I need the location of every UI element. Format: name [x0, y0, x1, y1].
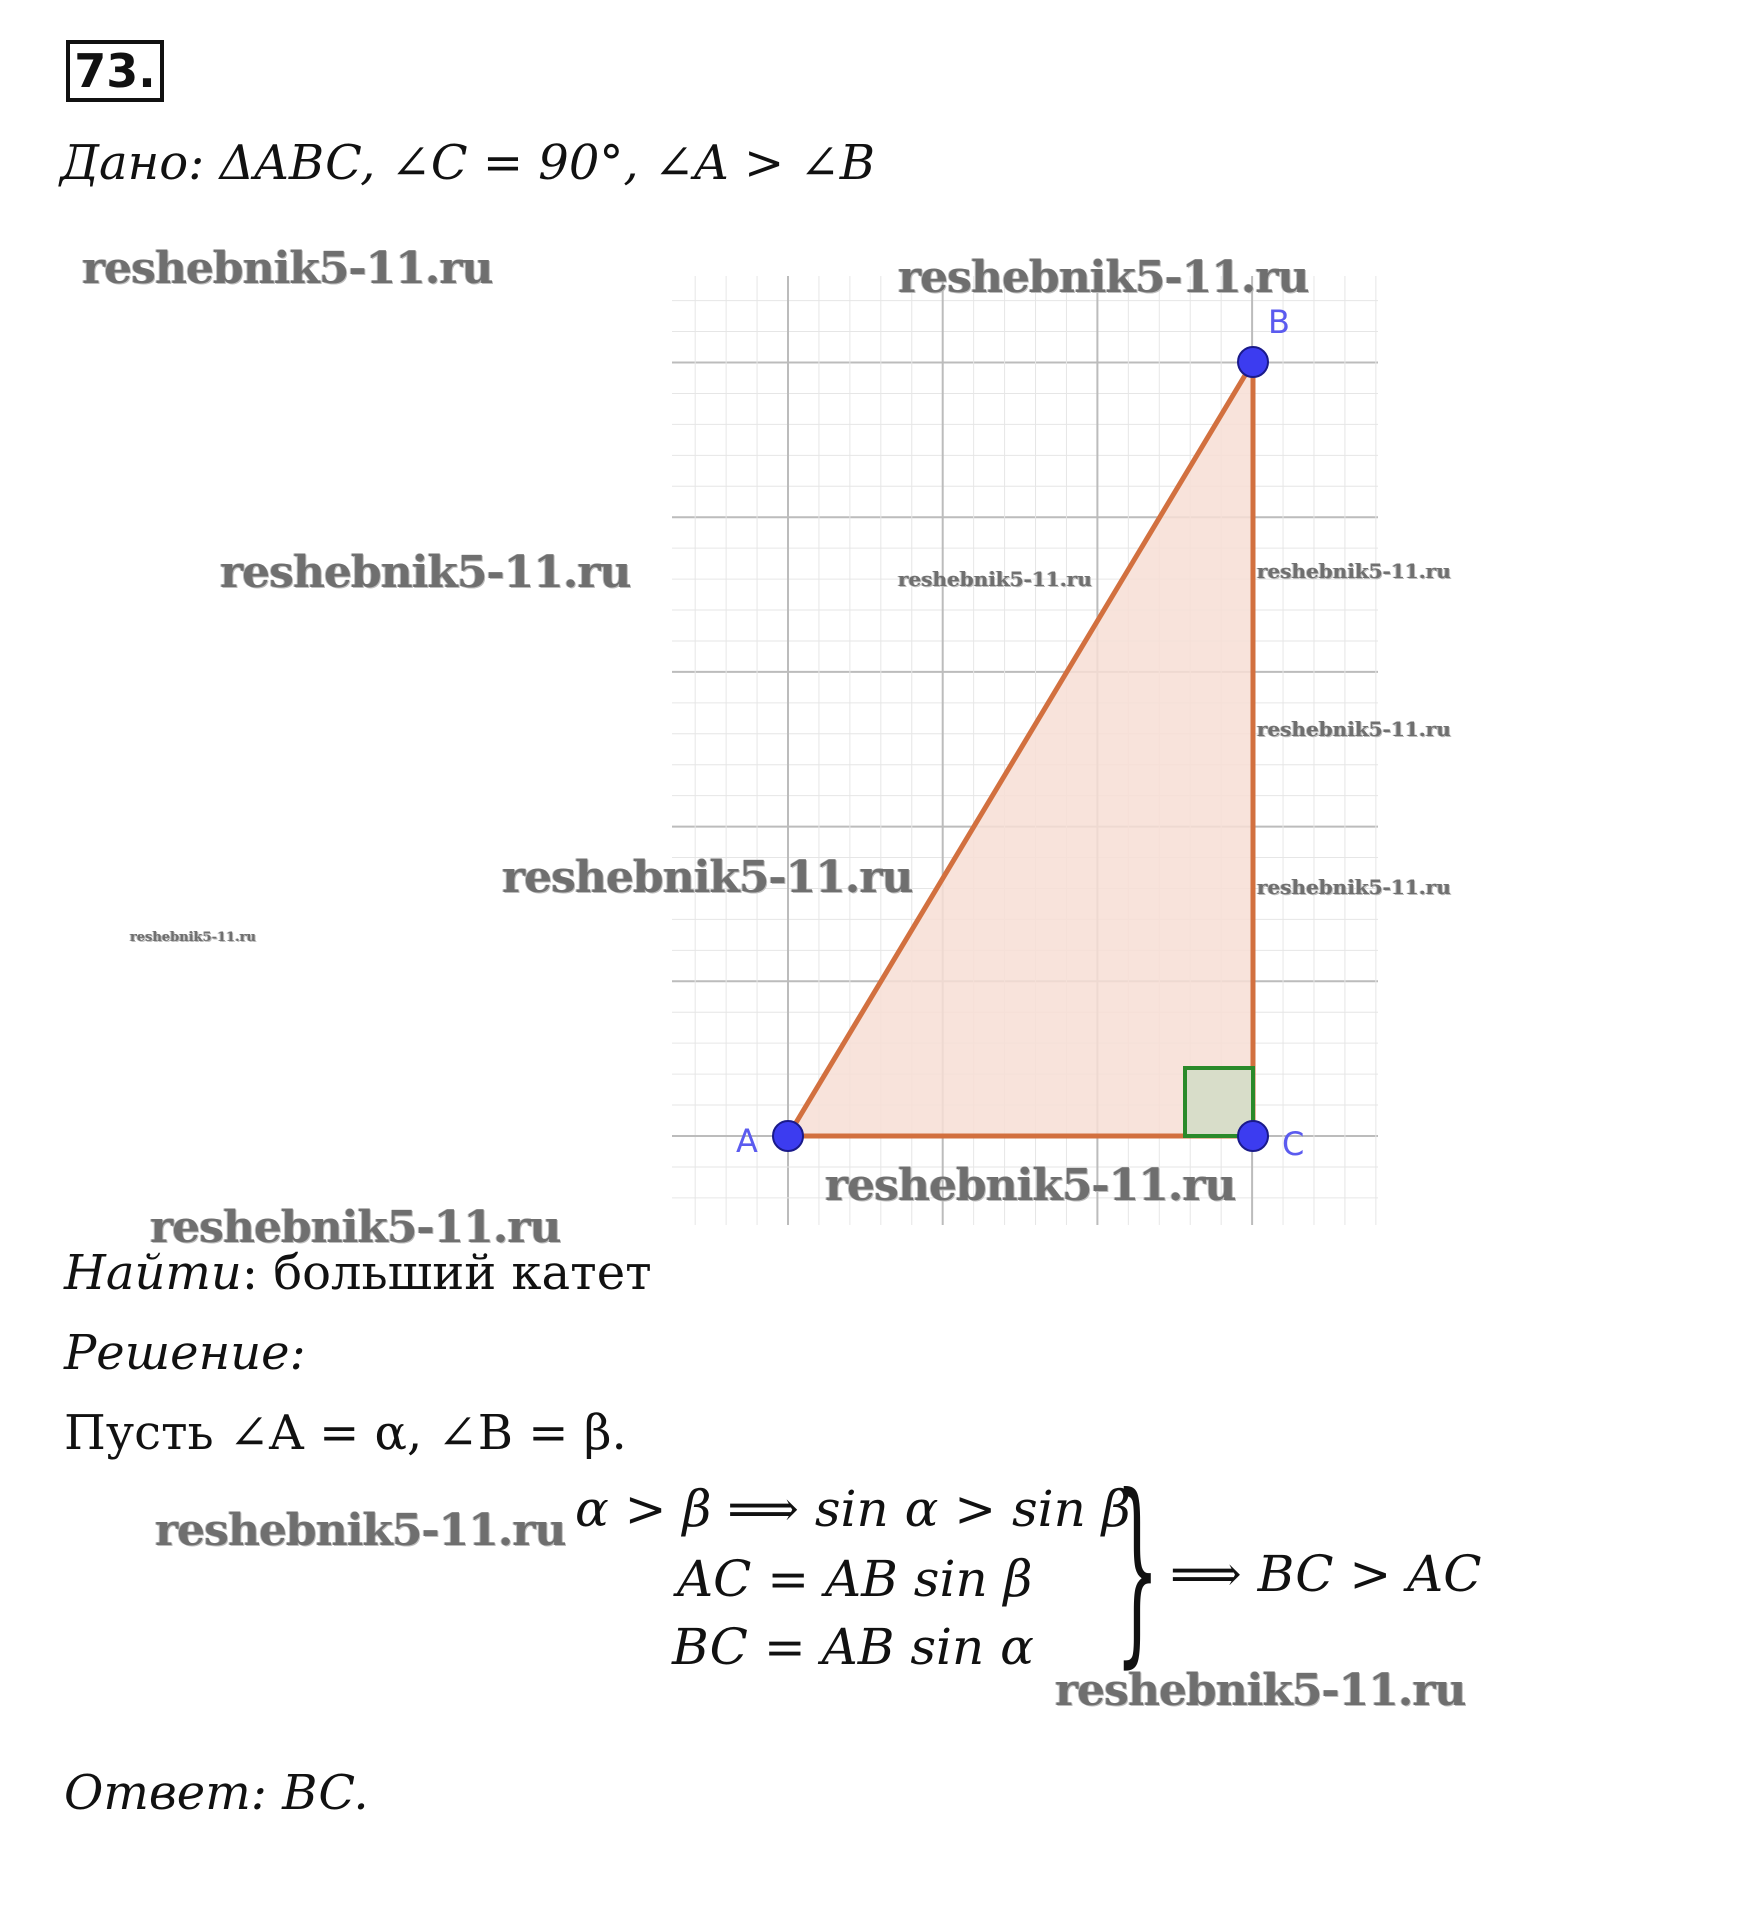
system-line-1: α > β ⟹ sin α > sin β	[575, 1480, 1131, 1538]
watermark: reshebnik5-11.ru	[130, 930, 257, 945]
triangle-abc	[788, 362, 1253, 1136]
vertex-c	[1238, 1121, 1268, 1151]
system-conclusion: ⟹ BC > AC	[1170, 1545, 1482, 1603]
watermark: reshebnik5-11.ru	[1257, 717, 1451, 741]
find-line	[64, 1245, 652, 1301]
answer-text: : BC.	[250, 1765, 369, 1821]
system-line-2: AC = AB sin β	[677, 1550, 1033, 1608]
watermark: reshebnik5-11.ru	[825, 1160, 1236, 1211]
problem-number: 73.	[66, 40, 164, 102]
find-label: Найти	[64, 1245, 242, 1301]
watermark: reshebnik5-11.ru	[502, 852, 913, 903]
watermark: reshebnik5-11.ru	[82, 243, 493, 294]
label-b: B	[1268, 303, 1290, 341]
label-c: C	[1282, 1125, 1305, 1163]
given-label: Дано	[60, 135, 189, 191]
solution-label: Решение	[64, 1325, 290, 1381]
watermark: reshebnik5-11.ru	[898, 252, 1309, 303]
watermark: reshebnik5-11.ru	[1055, 1665, 1466, 1716]
answer-line	[64, 1765, 369, 1821]
watermark: reshebnik5-11.ru	[220, 547, 631, 598]
find-text: : больший катет	[241, 1245, 652, 1301]
given-text: : ΔABC, ∠C = 90°, ∠A > ∠B	[188, 135, 875, 191]
answer-label: Ответ	[64, 1765, 251, 1821]
vertex-a	[773, 1121, 803, 1151]
label-a: A	[736, 1122, 758, 1160]
watermark: reshebnik5-11.ru	[155, 1505, 566, 1556]
solution-colon: :	[289, 1325, 306, 1381]
system-brace: }	[1115, 1453, 1160, 1686]
watermark: reshebnik5-11.ru	[1257, 559, 1451, 583]
system-line-3: BC = AB sin α	[672, 1618, 1034, 1676]
watermark: reshebnik5-11.ru	[1257, 875, 1451, 899]
watermark: reshebnik5-11.ru	[898, 567, 1092, 591]
watermark: reshebnik5-11.ru	[150, 1202, 561, 1253]
vertex-b	[1238, 347, 1268, 377]
solution-line	[64, 1325, 306, 1381]
let-line: Пусть ∠A = α, ∠B = β.	[64, 1405, 627, 1461]
